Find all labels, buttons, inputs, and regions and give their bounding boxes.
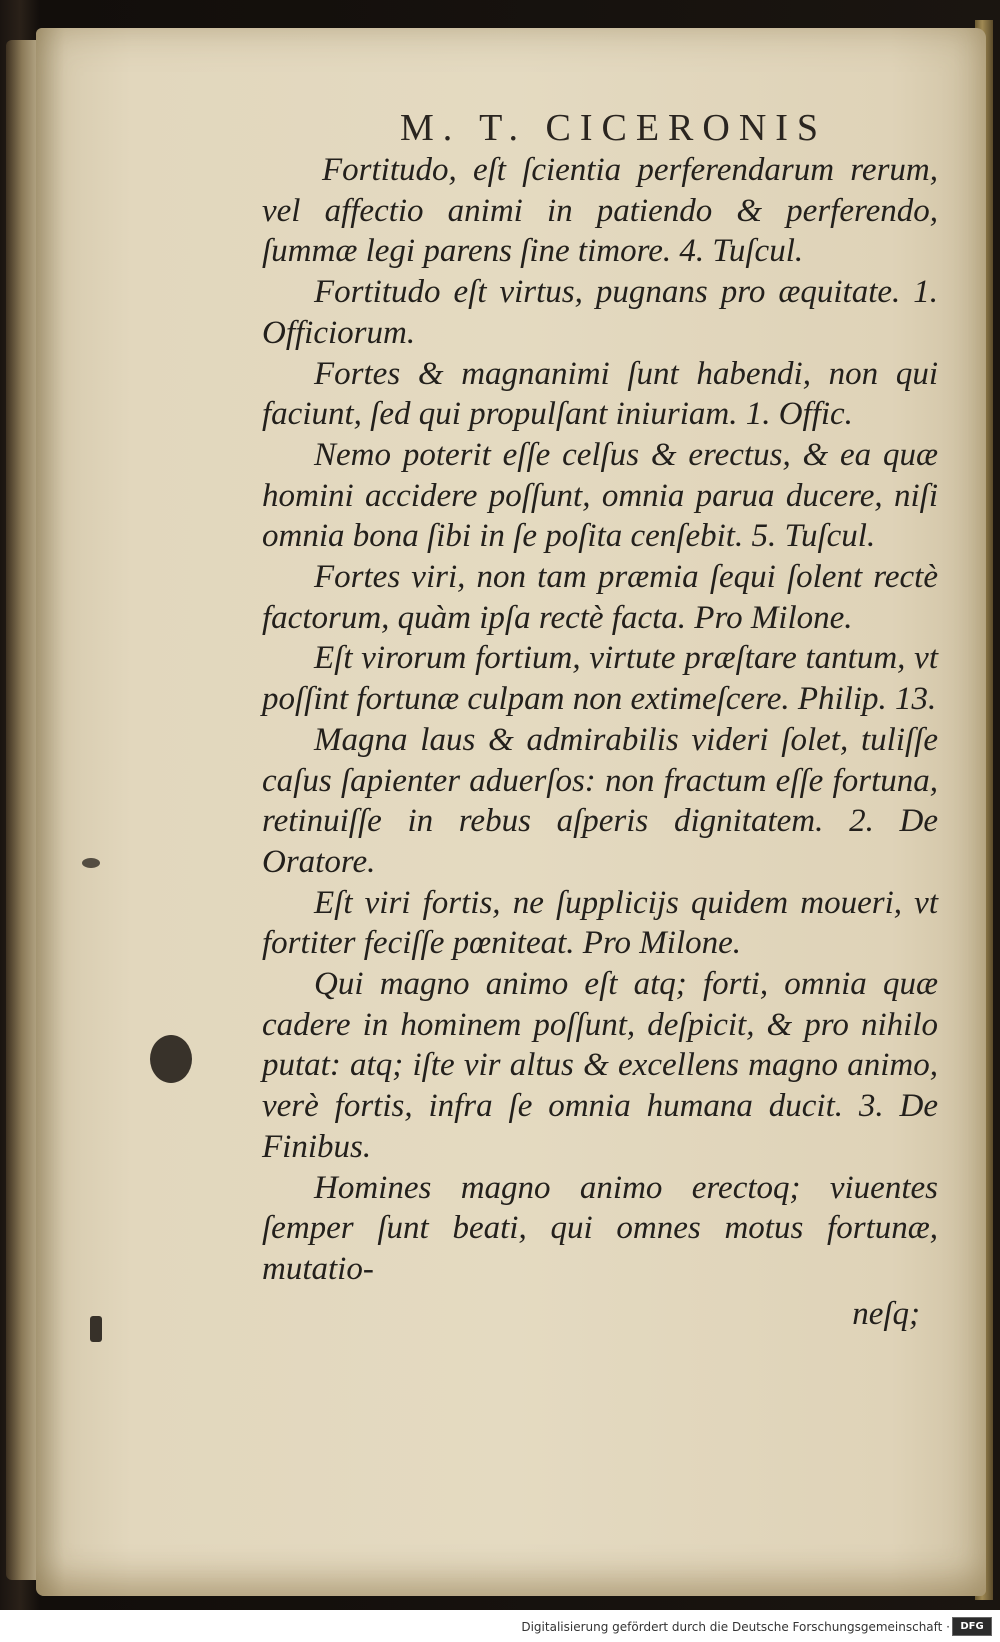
- paragraph: Fortitudo, eſt ſcientia perferendarum rerum, vel affectio animi in patiendo & perferendo, ſummæ legi parens ſine timore. 4. Tuſcul.: [262, 152, 938, 270]
- page-text: [262, 150, 938, 1334]
- paragraph: Magna laus & admirabilis videri ſolet, tuliſſe caſus ſapienter aduerſos: non fractum eſſe fortuna, retinuiſſe in rebus aſperis dignitatem. 2. De Oratore.: [262, 721, 938, 880]
- funding-note: Digitalisierung gefördert durch die Deutsche Forschungsgemeinschaft ·: [521, 1620, 950, 1634]
- ink-stain: [90, 1316, 102, 1342]
- ink-stain: [82, 858, 100, 868]
- paragraph: Fortes viri, non tam præmia ſequi ſolent rectè factorum, quàm ipſa rectè facta. Pro Milone.: [262, 559, 938, 636]
- paragraph: Homines magno animo erectoq; viuentes ſemper ſunt beati, qui omnes motus fortunæ, mutatio-: [262, 1169, 938, 1287]
- paragraph: Qui magno animo eſt atq; forti, omnia quæ cadere in hominem poſſunt, deſpicit, & pro nihilo putat: atq; iſte vir altus & excellens magno animo, verè fortis, infra ſe omnia humana ducit. 3. De Finibus.: [262, 966, 938, 1165]
- running-head: M. T. CICERONIS: [400, 107, 828, 149]
- paragraph: Nemo poterit eſſe celſus & erectus, & ea quæ homini accidere poſſunt, omnia parua ducere, niſi omnia bona ſibi in ſe poſita cenſebit. 5. Tuſcul.: [262, 436, 938, 555]
- paragraph: Eſt virorum fortium, virtute præſtare tantum, vt poſſint fortunæ culpam non extimeſcere. Philip. 13.: [262, 640, 938, 718]
- catchword: neſq;: [852, 1295, 920, 1332]
- ink-stain: [150, 1035, 192, 1083]
- footer-bar: [0, 1610, 1000, 1642]
- paragraph: Eſt viri fortis, ne ſupplicijs quidem moueri, vt fortiter feciſſe pœniteat. Pro Milone.: [262, 884, 938, 962]
- dfg-logo: DFG: [952, 1617, 992, 1636]
- paragraph: Fortitudo eſt virtus, pugnans pro æquitate. 1. Officiorum.: [262, 274, 938, 351]
- paragraph: Fortes & magnanimi ſunt habendi, non qui faciunt, ſed qui propulſant iniuriam. 1. Offic.: [262, 355, 938, 433]
